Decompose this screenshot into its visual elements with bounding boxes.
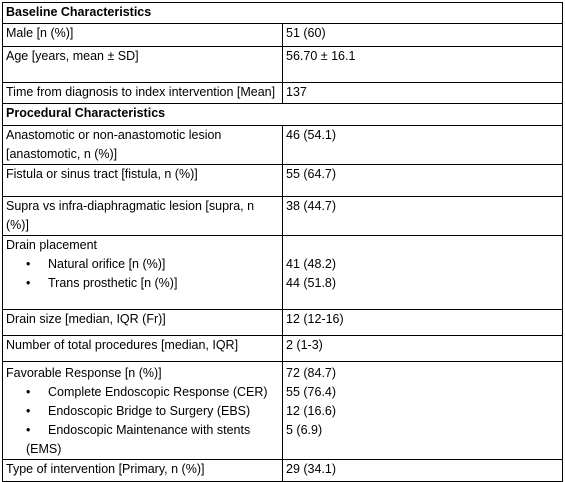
row-value: 56.70 ± 16.1 bbox=[283, 47, 563, 83]
row-label: Male [n (%)] bbox=[3, 24, 283, 47]
table-row bbox=[3, 24, 563, 47]
table-row bbox=[3, 47, 563, 83]
row-label: Time from diagnosis to index intervention [Mean] bbox=[3, 83, 283, 104]
baseline-header: Baseline Characteristics bbox=[3, 3, 563, 24]
characteristics-table bbox=[2, 2, 563, 482]
favorable-response-values bbox=[283, 362, 563, 460]
sub-label: Endoscopic Maintenance with stents (EMS) bbox=[26, 423, 251, 456]
list-item bbox=[6, 421, 279, 459]
row-value: 44 (51.8) bbox=[286, 276, 337, 290]
row-value: 12 (16.6) bbox=[286, 404, 337, 418]
row-value: 46 (54.1) bbox=[283, 126, 563, 165]
row-value: 2 (1-3) bbox=[283, 336, 563, 362]
row-value: 51 (60) bbox=[283, 24, 563, 47]
row-label: Age [years, mean ± SD] bbox=[3, 47, 283, 83]
row-value: 38 (44.7) bbox=[283, 197, 563, 236]
list-item bbox=[6, 274, 279, 293]
row-label: Drain size [median, IQR (Fr)] bbox=[3, 310, 283, 336]
list-item bbox=[6, 383, 279, 402]
table-row bbox=[3, 336, 563, 362]
table-row bbox=[3, 165, 563, 197]
sub-label: Natural orifice [n (%)] bbox=[48, 257, 166, 271]
row-value: 55 (64.7) bbox=[283, 165, 563, 197]
row-label: Anastomotic or non-anastomotic lesion [anastomotic, n (%)] bbox=[3, 126, 283, 165]
section-header-row bbox=[3, 104, 563, 126]
drain-placement-values bbox=[283, 236, 563, 310]
row-value: 5 (6.9) bbox=[286, 423, 323, 437]
procedural-header: Procedural Characteristics bbox=[3, 104, 563, 126]
row-value: 41 (48.2) bbox=[286, 257, 337, 271]
sub-label: Endoscopic Bridge to Surgery (EBS) bbox=[48, 404, 251, 418]
table-row bbox=[3, 310, 563, 336]
table-row bbox=[3, 83, 563, 104]
table-row bbox=[3, 460, 563, 482]
row-label: Supra vs infra-diaphragmatic lesion [supra, n (%)] bbox=[3, 197, 283, 236]
row-label: Drain placement bbox=[6, 238, 98, 252]
row-value: 137 bbox=[283, 83, 563, 104]
list-item bbox=[6, 402, 279, 421]
list-item bbox=[6, 255, 279, 274]
sub-label: Trans prosthetic [n (%)] bbox=[48, 276, 178, 290]
drain-placement-cell bbox=[3, 236, 283, 310]
row-label: Fistula or sinus tract [fistula, n (%)] bbox=[3, 165, 283, 197]
row-label: Number of total procedures [median, IQR] bbox=[3, 336, 283, 362]
row-value: 29 (34.1) bbox=[283, 460, 563, 482]
table-row bbox=[3, 197, 563, 236]
table-row bbox=[3, 362, 563, 460]
section-header-row bbox=[3, 3, 563, 24]
row-label: Type of intervention [Primary, n (%)] bbox=[3, 460, 283, 482]
favorable-response-cell bbox=[3, 362, 283, 460]
table-row bbox=[3, 126, 563, 165]
row-value: 72 (84.7) bbox=[286, 366, 337, 380]
row-value: 55 (76.4) bbox=[286, 385, 337, 399]
table-row bbox=[3, 236, 563, 310]
sub-label: Complete Endoscopic Response (CER) bbox=[48, 385, 268, 399]
row-value: 12 (12-16) bbox=[283, 310, 563, 336]
row-label: Favorable Response [n (%)] bbox=[6, 366, 162, 380]
